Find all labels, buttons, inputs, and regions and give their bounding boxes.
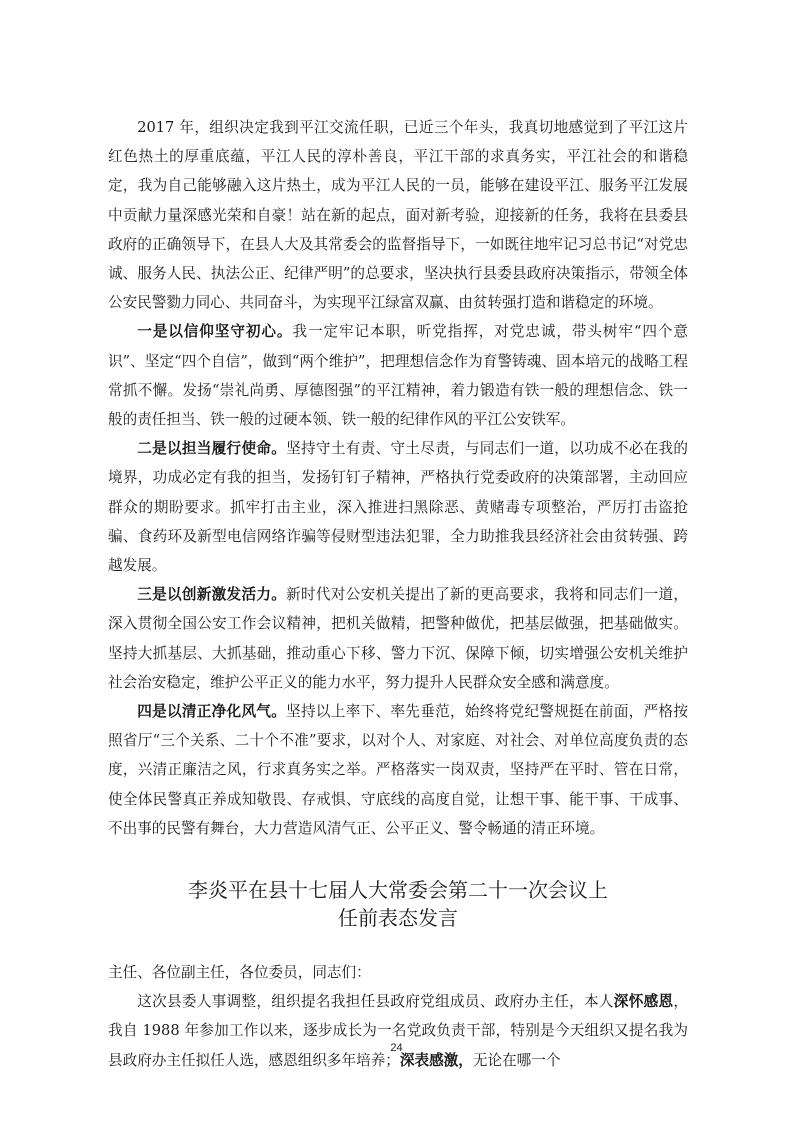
section-text-1: 我一定牢记本职，听党指挥，对党忠诚，带头树牢“四个意识”、坚定“四个自信”，做到“两个维护”，把理想信念作为育警铸魂、固本培元的战略工程常抓不懈。发扬“崇礼尚勇、厚德图强”的平江精神，着力锻造有铁一般的理想信念、铁一般的责任担当、铁一般的过硬本领、铁一般的纪律作风的平江公安铁军。 bbox=[108, 323, 688, 429]
section-text-3: 新时代对公安机关提出了新的更高要求，我将和同志们一道，深入贯彻全国公安工作会议精神，把机关做精，把警种做优，把基层做强，把基础做实。坚持大抓基层、大抓基础，推动重心下移、警力下沉、保障下倾，切实增强公安机关维护社会治安稳定，维护公平正义的能力水平，努力提升人民群众安全感和满意度。 bbox=[108, 586, 688, 691]
page-number: 24 bbox=[390, 1042, 403, 1054]
speech-emphasis-2: 深表感激， bbox=[399, 1051, 473, 1069]
section-heading-3: 三是以创新激发活力。 bbox=[137, 586, 287, 604]
speech-salutation: 主任、各位副主任，各位委员，同志们： bbox=[108, 964, 371, 982]
document-body bbox=[108, 113, 688, 1075]
section-heading-2: 二是以担当履行使命。 bbox=[137, 440, 287, 458]
speech-emphasis-1: 深怀感恩 bbox=[613, 993, 674, 1011]
speech-title bbox=[108, 876, 688, 932]
speech-text-1: 这次县委人事调整，组织提名我担任县政府党组成员、政府办主任，本人 bbox=[137, 993, 614, 1011]
section-text-2: 坚持守土有责、守土尽责，与同志们一道，以功成不必在我的境界，功成必定有我的担当，发扬钉钉子精神，严格执行党委政府的决策部署，主动回应群众的期盼要求。抓牢打击主业，深入推进扫黑除恶、黄赌毒专项整治，严厉打击盗抢骗、食药环及新型电信网络诈骗等侵财型违法犯罪，全力助推我县经济社会由贫转强、跨越发展。 bbox=[108, 440, 688, 575]
section-paragraph-3 bbox=[108, 580, 688, 697]
section-text-4: 坚持以上率下、率先垂范，始终将党纪警规挺在前面，严格按照省厅“三个关系、二十个不准”要求，以对个人、对家庭、对社会、对单位高度负责的态度，兴清正廉洁之风，行求真务实之举。严格落实一岗双责，坚持严在平时、管在日常，使全体民警真正养成知敬畏、存戒惧、守底线的高度自觉，让想干事、能干事、干成事、不出事的民警有舞台，大力营造风清气正、公平正义、警令畅通的清正环境。 bbox=[108, 703, 688, 837]
section-heading-4: 四是以清正净化风气。 bbox=[137, 703, 287, 721]
intro-paragraph: 2017 年，组织决定我到平江交流任职，已近三个年头，我真切地感觉到了平江这片红色热土的厚重底蕴，平江人民的淳朴善良，平江干部的求真务实，平江社会的和谐稳定，我为自己能够融入这片热土，成为平江人民的一员，能够在建设平江、服务平江发展中贡献力量深感光荣和自豪！站在新的起点，面对新考验，迎接新的任务，我将在县委县政府的正确领导下，在县人大及其常委会的监督指导下，一如既往地牢记习总书记“对党忠诚、服务人民、执法公正、纪律严明”的总要求，坚决执行县委县政府决策指示，带领全体公安民警勠力同心、共同奋斗，为实现平江绿富双赢、由贫转强打造和谐稳定的环境。 bbox=[108, 119, 688, 312]
speech-title-line-1: 李炎平在县十七届人大常委会第二十一次会议上 bbox=[188, 878, 608, 903]
speech-title-line-2: 任前表态发言 bbox=[338, 906, 458, 931]
section-paragraph-2 bbox=[108, 434, 688, 580]
speech-text-2: ，我自 1988 年参加工作以来，逐步成长为一名党政负责干部，特别是今天组织又提名我为县政府办主任拟任人选，感恩组织多年培养； bbox=[108, 993, 688, 1069]
speech-paragraph bbox=[108, 987, 688, 1075]
section-paragraph-1 bbox=[108, 317, 688, 434]
speech-text-3: 无论在哪一个 bbox=[472, 1051, 561, 1069]
section-heading-1: 一是以信仰坚守初心。 bbox=[137, 323, 293, 341]
section-paragraph-4 bbox=[108, 697, 688, 843]
